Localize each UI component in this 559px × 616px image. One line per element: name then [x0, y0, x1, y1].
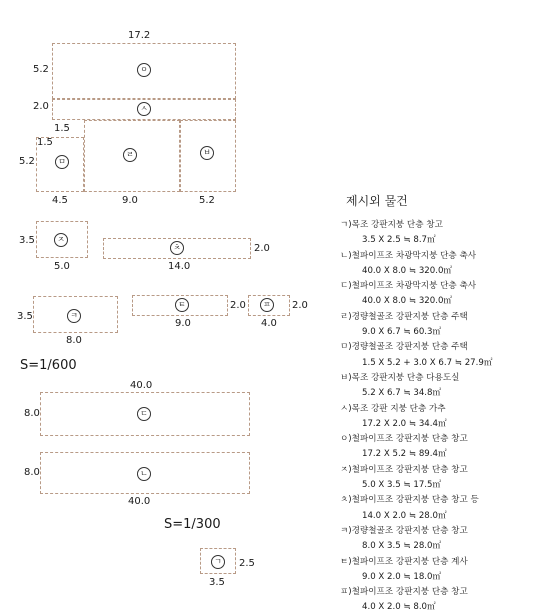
k-width-dim: 8.0	[66, 335, 82, 346]
n-width-dim: 40.0	[128, 496, 151, 507]
r-width-dim: 9.0	[122, 195, 138, 206]
d-width-dim: 40.0	[130, 380, 153, 391]
legend-item-area: 8.0 X 3.5 ≒ 28.0㎡	[362, 541, 442, 552]
legend-item-heading: ㅌ)철파이프조 강판지붕 단층 계사	[340, 556, 468, 567]
building-k-marker: ㅋ	[67, 309, 81, 323]
legend-item-area: 3.5 X 2.5 ≒ 8.7㎡	[362, 235, 436, 246]
scale-label-300: S=1/300	[164, 517, 221, 532]
building-o-marker: ㅇ	[137, 63, 151, 77]
building-m-marker: ㅁ	[55, 155, 69, 169]
legend-item-heading: ㅁ)경량철골조 강판지붕 단층 주택	[340, 342, 468, 353]
m-offset-dim: 1.5	[54, 123, 70, 134]
g-height-dim: 2.5	[239, 558, 255, 569]
legend-item-heading: ㅈ)철파이프조 강판지붕 단층 창고	[340, 464, 468, 475]
building-p-marker: ㅍ	[260, 298, 274, 312]
b-width-dim: 5.2	[199, 195, 215, 206]
ch-height-dim: 2.0	[254, 243, 270, 254]
j-height-dim: 3.5	[19, 235, 35, 246]
legend-item-heading: ㄴ)철파이프조 차광막지붕 단층 축사	[340, 250, 477, 261]
building-s-marker: ㅅ	[137, 102, 151, 116]
building-d-marker: ㄷ	[137, 407, 151, 421]
legend-item-heading: ㄹ)경량철골조 강판지붕 단층 주택	[340, 311, 468, 322]
d-height-dim: 8.0	[24, 408, 40, 419]
p-height-dim: 2.0	[292, 300, 308, 311]
legend-item-heading: ㅍ)철파이프조 강판지붕 단층 창고	[340, 587, 468, 598]
legend-title: 제시외 물건	[346, 194, 408, 208]
legend-item-heading: ㄱ)목조 강판지붕 단층 창고	[340, 220, 443, 230]
scale-label-600: S=1/600	[20, 358, 77, 373]
legend-item-area: 4.0 X 2.0 ≒ 8.0㎡	[362, 602, 436, 613]
legend-item-area: 1.5 X 5.2 + 3.0 X 6.7 ≒ 27.9㎡	[362, 357, 493, 368]
legend-item-heading: ㅋ)경량철골조 강판지붕 단층 창고	[340, 525, 468, 536]
k-height-dim: 3.5	[17, 311, 33, 322]
legend-item-area: 5.2 X 6.7 ≒ 34.8㎡	[362, 388, 442, 399]
o-width-dim: 17.2	[128, 30, 151, 41]
legend-item-area: 40.0 X 8.0 ≒ 320.0㎡	[362, 296, 453, 307]
g-width-dim: 3.5	[209, 577, 225, 588]
s-height-dim: 2.0	[33, 101, 49, 112]
ch-width-dim: 14.0	[168, 261, 191, 272]
legend-item-area: 14.0 X 2.0 ≒ 28.0㎡	[362, 510, 447, 521]
m-height-dim: 5.2	[19, 156, 35, 167]
t-height-dim: 2.0	[230, 300, 246, 311]
legend-item-area: 9.0 X 2.0 ≒ 18.0㎡	[362, 571, 442, 582]
building-n-marker: ㄴ	[137, 467, 151, 481]
building-b-marker: ㅂ	[200, 146, 214, 160]
t-width-dim: 9.0	[175, 318, 191, 329]
legend-items	[340, 218, 555, 616]
building-t-marker: ㅌ	[175, 298, 189, 312]
legend-item-area: 40.0 X 8.0 ≒ 320.0㎡	[362, 265, 453, 276]
o-height-dim: 5.2	[33, 64, 49, 75]
building-g-marker: ㄱ	[211, 555, 225, 569]
legend-item-heading: ㄷ)철파이프조 차광막지붕 단층 축사	[340, 281, 477, 292]
m-step-dim: 1.5	[37, 137, 53, 148]
j-width-dim: 5.0	[54, 261, 70, 272]
building-r-marker: ㄹ	[123, 148, 137, 162]
legend-item-heading: ㅂ)목조 강판지붕 단층 다용도실	[340, 372, 460, 383]
legend-item-area: 9.0 X 6.7 ≒ 60.3㎡	[362, 327, 442, 338]
legend-item-area: 17.2 X 2.0 ≒ 34.4㎡	[362, 418, 447, 429]
legend-item-heading: ㅊ)철파이프조 강판지붕 단층 창고 등	[340, 495, 479, 506]
building-ch-marker: ㅊ	[170, 241, 184, 255]
building-j-marker: ㅈ	[54, 233, 68, 247]
legend-item-area: 5.0 X 3.5 ≒ 17.5㎡	[362, 480, 442, 491]
n-height-dim: 8.0	[24, 467, 40, 478]
p-width-dim: 4.0	[261, 318, 277, 329]
building-legend	[340, 194, 555, 616]
m-width-dim: 4.5	[52, 195, 68, 206]
legend-item-heading: ㅇ)철파이프조 강판지붕 단층 창고	[340, 434, 468, 445]
legend-item-area: 17.2 X 5.2 ≒ 89.4㎡	[362, 449, 447, 460]
legend-item-heading: ㅅ)목조 강판 지붕 단층 가추	[340, 403, 446, 414]
